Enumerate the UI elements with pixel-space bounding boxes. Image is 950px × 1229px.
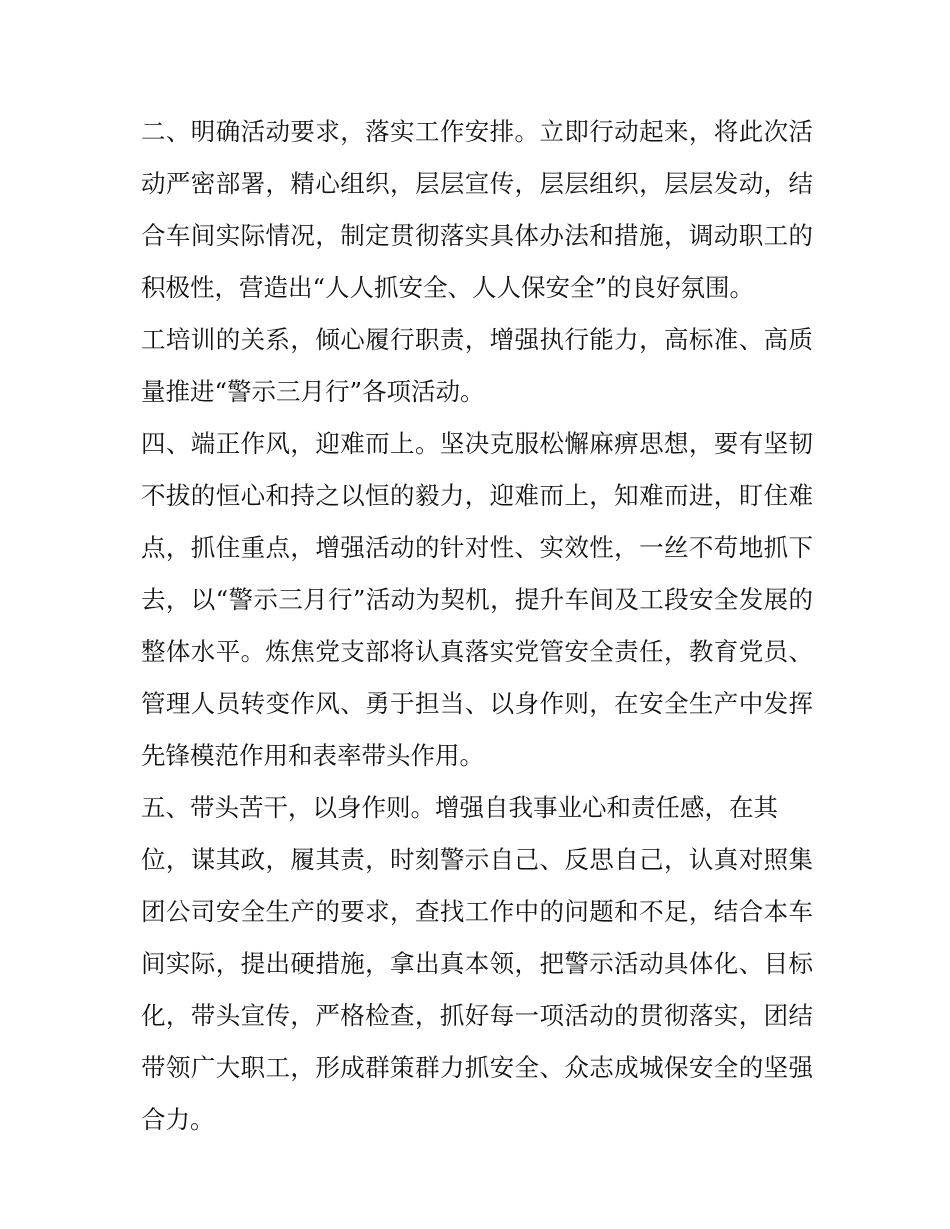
text-line: 化，带头宣传，严格检查，抓好每一项活动的贯彻落实，团结 — [141, 1001, 813, 1030]
text-line: 带领广大职工，形成群策群力抓安全、众志成城保安全的坚强 — [141, 1053, 813, 1082]
text-line: 合力。 — [141, 1105, 215, 1134]
text-line: 动严密部署，精心组织，层层宣传，层层组织，层层发动，结 — [141, 169, 813, 198]
text-line: 五、带头苦干，以身作则。增强自我事业心和责任感，在其 — [141, 793, 778, 822]
text-line: 合车间实际情况，制定贯彻落实具体办法和措施，调动职工的 — [141, 221, 813, 250]
text-line: 点，抓住重点，增强活动的针对性、实效性，一丝不苟地抓下 — [141, 533, 813, 562]
text-line: 先锋模范作用和表率带头作用。 — [141, 741, 484, 770]
text-line: 间实际，提出硬措施，拿出真本领，把警示活动具体化、目标 — [141, 949, 813, 978]
text-line: 管理人员转变作风、勇于担当、以身作则，在安全生产中发挥 — [141, 689, 813, 718]
text-line: 二、明确活动要求，落实工作安排。立即行动起来，将此次活 — [141, 117, 813, 146]
text-line: 整体水平。炼焦党支部将认真落实党管安全责任，教育党员、 — [141, 637, 813, 666]
document-body — [141, 106, 813, 1146]
text-line: 积极性，营造出“人人抓安全、人人保安全”的良好氛围。 — [141, 273, 755, 302]
text-line: 四、端正作风，迎难而上。坚决克服松懈麻痹思想，要有坚韧 — [141, 429, 813, 458]
text-line: 团公司安全生产的要求，查找工作中的问题和不足，结合本车 — [141, 897, 813, 926]
text-line: 量推进“警示三月行”各项活动。 — [141, 377, 485, 406]
text-line: 工培训的关系，倾心履行职责，增强执行能力，高标准、高质 — [141, 325, 813, 354]
text-line: 不拔的恒心和持之以恒的毅力，迎难而上，知难而进，盯住难 — [141, 481, 813, 510]
text-line: 位，谋其政，履其责，时刻警示自己、反思自己，认真对照集 — [141, 845, 813, 874]
text-line: 去，以“警示三月行”活动为契机，提升车间及工段安全发展的 — [141, 585, 813, 614]
